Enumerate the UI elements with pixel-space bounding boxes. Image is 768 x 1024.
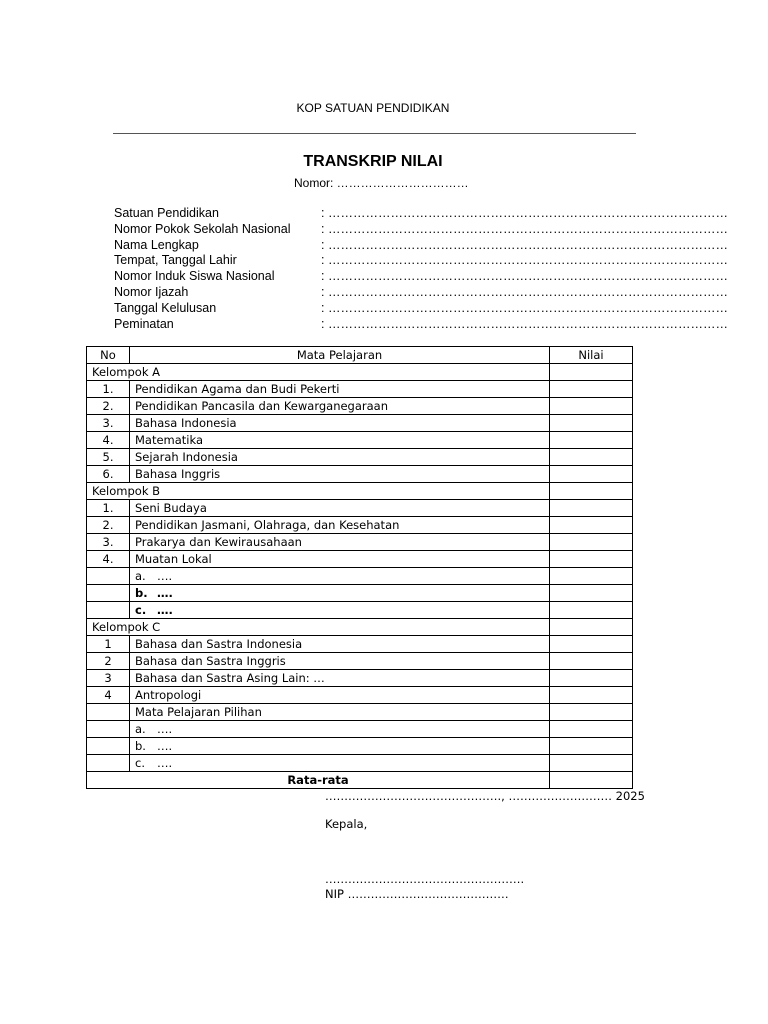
grades-table bbox=[86, 346, 633, 789]
identity-row bbox=[114, 300, 728, 317]
sub-marker: b. bbox=[135, 739, 146, 753]
subject-row bbox=[87, 466, 633, 483]
subject-name: Mata Pelajaran Pilihan bbox=[130, 704, 550, 721]
grade-cell bbox=[550, 534, 633, 551]
identity-label: Peminatan bbox=[114, 316, 174, 331]
row-number: 3 bbox=[87, 670, 130, 687]
row-number: 3. bbox=[87, 415, 130, 432]
grade-cell bbox=[550, 568, 633, 585]
sub-subject bbox=[130, 755, 550, 772]
sub-marker: a. bbox=[135, 722, 146, 736]
subject-name: Bahasa dan Sastra Indonesia bbox=[130, 636, 550, 653]
row-number: 1. bbox=[87, 500, 130, 517]
subject-name: Muatan Lokal bbox=[130, 551, 550, 568]
subject-row bbox=[87, 381, 633, 398]
grade-cell bbox=[550, 466, 633, 483]
sub-subject-row bbox=[87, 721, 633, 738]
row-number: 4. bbox=[87, 432, 130, 449]
subject-name: Matematika bbox=[130, 432, 550, 449]
grade-cell bbox=[550, 687, 633, 704]
group-label: Kelompok B bbox=[87, 483, 550, 500]
row-number: 1. bbox=[87, 381, 130, 398]
subject-name: Bahasa Inggris bbox=[130, 466, 550, 483]
group-label: Kelompok A bbox=[87, 364, 550, 381]
subject-name: Bahasa Indonesia bbox=[130, 415, 550, 432]
row-number: 2 bbox=[87, 653, 130, 670]
subject-name: Pendidikan Pancasila dan Kewarganegaraan bbox=[130, 398, 550, 415]
sub-marker: c. bbox=[135, 756, 145, 770]
average-label: Rata-rata bbox=[87, 772, 550, 789]
subject-row bbox=[87, 653, 633, 670]
average-row bbox=[87, 772, 633, 789]
row-number: 1 bbox=[87, 636, 130, 653]
grade-cell bbox=[550, 755, 633, 772]
grade-cell bbox=[550, 738, 633, 755]
grade-cell bbox=[550, 449, 633, 466]
sub-subject-row bbox=[87, 585, 633, 602]
sub-subject bbox=[130, 602, 550, 619]
grade-cell bbox=[550, 432, 633, 449]
identity-label: Nomor Pokok Sekolah Nasional bbox=[114, 221, 291, 236]
identity-row bbox=[114, 316, 728, 333]
sub-subject bbox=[130, 585, 550, 602]
subject-row bbox=[87, 517, 633, 534]
identity-value: : …………………………………………………………………………………… bbox=[321, 206, 728, 220]
identity-value: : …………………………………………………………………………………… bbox=[321, 269, 728, 284]
identity-row bbox=[114, 269, 728, 285]
grade-cell bbox=[550, 653, 633, 670]
sub-subject-text: …. bbox=[157, 756, 173, 770]
identity-label: Tempat, Tanggal Lahir bbox=[114, 253, 237, 268]
subject-row bbox=[87, 415, 633, 432]
identity-value: : …………………………………………………………………………………… bbox=[321, 300, 728, 315]
grade-cell bbox=[550, 551, 633, 568]
subject-name: Seni Budaya bbox=[130, 500, 550, 517]
sub-subject-row bbox=[87, 568, 633, 585]
row-number: 2. bbox=[87, 517, 130, 534]
grade-cell bbox=[550, 670, 633, 687]
sub-subject bbox=[130, 721, 550, 738]
signer-nip: NIP …………………………………… bbox=[325, 887, 509, 901]
sub-subject-row bbox=[87, 738, 633, 755]
subject-name: Bahasa dan Sastra Asing Lain: … bbox=[130, 670, 550, 687]
identity-label: Nomor Ijazah bbox=[114, 284, 189, 299]
identity-row bbox=[114, 237, 728, 254]
subject-name: Pendidikan Jasmani, Olahraga, dan Kesehatan bbox=[130, 517, 550, 534]
identity-row bbox=[114, 221, 728, 238]
document-number: Nomor: …………………………… bbox=[294, 176, 469, 190]
subject-row bbox=[87, 704, 633, 721]
identity-label: Nomor Induk Siswa Nasional bbox=[114, 269, 275, 284]
row-number: 6. bbox=[87, 466, 130, 483]
grade-cell bbox=[550, 602, 633, 619]
row-number bbox=[87, 721, 130, 738]
header-grade: Nilai bbox=[550, 347, 633, 364]
row-number bbox=[87, 585, 130, 602]
subject-row bbox=[87, 398, 633, 415]
grade-cell bbox=[550, 636, 633, 653]
subject-row bbox=[87, 534, 633, 551]
subject-name: Bahasa dan Sastra Inggris bbox=[130, 653, 550, 670]
group-row bbox=[87, 483, 633, 500]
row-number: 3. bbox=[87, 534, 130, 551]
sub-subject bbox=[130, 738, 550, 755]
header-subject: Mata Pelajaran bbox=[130, 347, 550, 364]
subject-name: Sejarah Indonesia bbox=[130, 449, 550, 466]
sub-subject-text: …. bbox=[157, 722, 173, 736]
row-number: 2. bbox=[87, 398, 130, 415]
identity-row bbox=[114, 253, 728, 269]
letterhead-divider bbox=[113, 133, 636, 134]
place-date: ………………………………………., ……………………… 2025 bbox=[325, 789, 645, 803]
grade-cell bbox=[550, 517, 633, 534]
subject-row bbox=[87, 636, 633, 653]
sub-marker: a. bbox=[135, 569, 146, 583]
row-number bbox=[87, 602, 130, 619]
row-number bbox=[87, 568, 130, 585]
document-title: TRANSKRIP NILAI bbox=[303, 153, 443, 170]
grade-cell bbox=[550, 619, 633, 636]
school-letterhead: KOP SATUAN PENDIDIKAN bbox=[296, 101, 450, 115]
identity-value: : …………………………………………………………………………………… bbox=[321, 284, 728, 299]
group-row bbox=[87, 364, 633, 381]
group-row bbox=[87, 619, 633, 636]
identity-section bbox=[114, 206, 728, 332]
group-label: Kelompok C bbox=[87, 619, 550, 636]
signature-line: ……………………………………………. bbox=[325, 872, 525, 886]
subject-name: Antropologi bbox=[130, 687, 550, 704]
sub-marker: c. bbox=[135, 603, 147, 617]
identity-label: Satuan Pendidikan bbox=[114, 206, 219, 220]
sub-subject-text: …. bbox=[157, 739, 173, 753]
grade-cell bbox=[550, 721, 633, 738]
grade-cell bbox=[550, 483, 633, 500]
grade-cell bbox=[550, 500, 633, 517]
row-number bbox=[87, 738, 130, 755]
identity-row bbox=[114, 206, 728, 222]
row-number: 5. bbox=[87, 449, 130, 466]
sub-subject-text: …. bbox=[157, 603, 173, 617]
grade-cell bbox=[550, 381, 633, 398]
grade-cell bbox=[550, 585, 633, 602]
subject-row bbox=[87, 449, 633, 466]
subject-row bbox=[87, 670, 633, 687]
grade-cell bbox=[550, 364, 633, 381]
identity-value: : …………………………………………………………………………………… bbox=[321, 237, 728, 252]
sub-subject-row bbox=[87, 602, 633, 619]
table-header-row bbox=[87, 347, 633, 364]
sub-subject-row bbox=[87, 755, 633, 772]
signer-role: Kepala, bbox=[325, 817, 368, 831]
subject-row bbox=[87, 551, 633, 568]
identity-value: : …………………………………………………………………………………… bbox=[321, 316, 728, 331]
row-number: 4. bbox=[87, 551, 130, 568]
sub-subject bbox=[130, 568, 550, 585]
subject-name: Pendidikan Agama dan Budi Pekerti bbox=[130, 381, 550, 398]
sub-marker: b. bbox=[135, 586, 148, 600]
row-number: 4 bbox=[87, 687, 130, 704]
sub-subject-text: …. bbox=[157, 569, 173, 583]
subject-row bbox=[87, 500, 633, 517]
subject-name: Prakarya dan Kewirausahaan bbox=[130, 534, 550, 551]
identity-value: : …………………………………………………………………………………… bbox=[321, 253, 728, 268]
average-value bbox=[550, 772, 633, 789]
identity-label: Tanggal Kelulusan bbox=[114, 300, 217, 315]
grade-cell bbox=[550, 704, 633, 721]
grade-cell bbox=[550, 415, 633, 432]
identity-label: Nama Lengkap bbox=[114, 237, 199, 252]
row-number bbox=[87, 755, 130, 772]
header-no: No bbox=[87, 347, 130, 364]
row-number bbox=[87, 704, 130, 721]
identity-row bbox=[114, 284, 728, 301]
subject-row bbox=[87, 432, 633, 449]
grades-body bbox=[87, 364, 633, 772]
grade-cell bbox=[550, 398, 633, 415]
sub-subject-text: …. bbox=[157, 586, 173, 600]
identity-value: : …………………………………………………………………………………… bbox=[321, 221, 728, 236]
subject-row bbox=[87, 687, 633, 704]
